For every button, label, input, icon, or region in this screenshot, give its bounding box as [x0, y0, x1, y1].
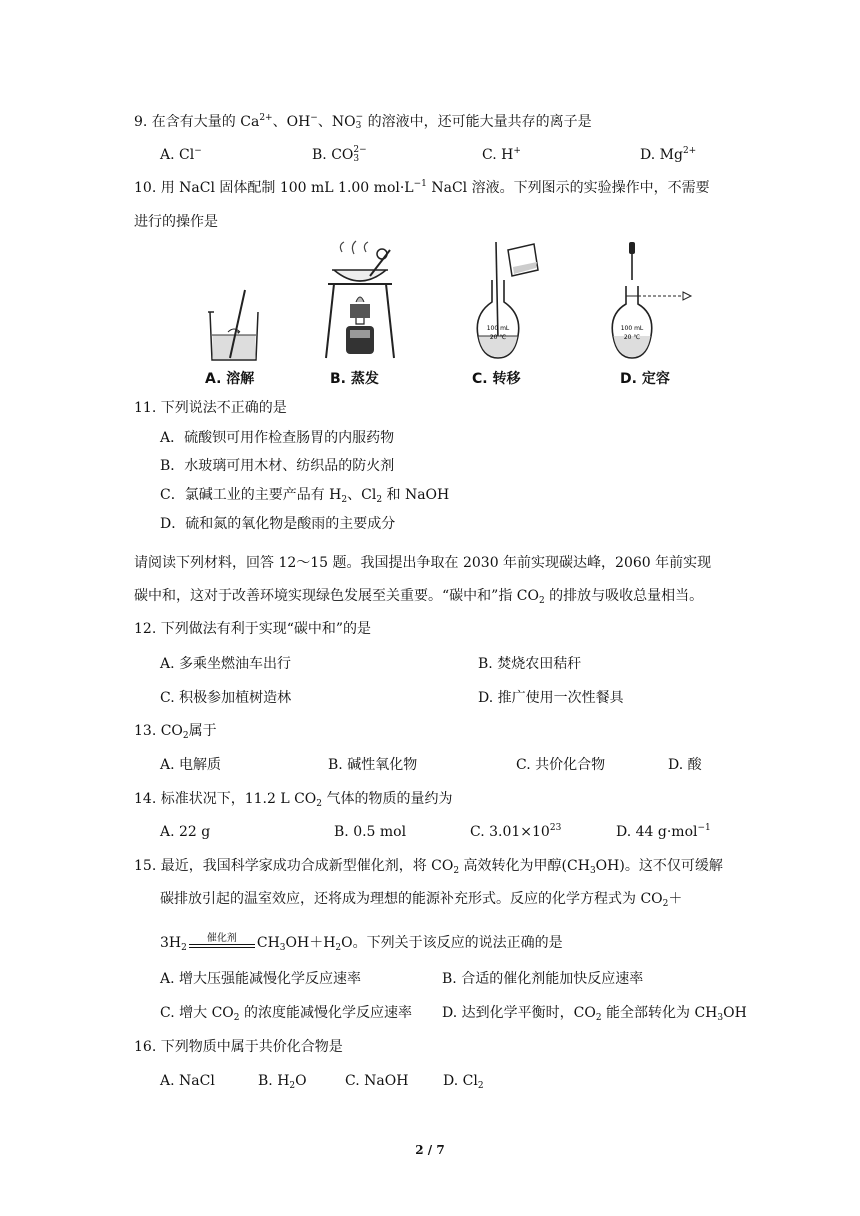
flask-c-mark: 100 mL	[486, 325, 510, 332]
beaker-stirring-icon	[200, 240, 270, 365]
q11-stem: 11. 下列说法不正确的是	[134, 400, 287, 416]
q13-option-b: B. 碱性氧化物	[328, 757, 418, 773]
flask-d-temp: 20 ℃	[623, 334, 641, 341]
q13-option-d: D. 酸	[668, 757, 702, 773]
figure-make-to-volume	[605, 240, 695, 365]
q14-option-d: D. 44 g·mol$^{-1}$	[616, 823, 711, 840]
q10-stem-line2: 进行的操作是	[134, 214, 218, 230]
q15-stem-line3: $3H_2$ 催化剂 $CH_3OH+H_2O$。下列关于该反应的说法正确的是	[160, 933, 563, 953]
q12-option-b: B. 焚烧农田秸秆	[478, 656, 582, 672]
q9-option-c: C. H+	[482, 146, 521, 163]
q15-option-d: D. 达到化学平衡时，$CO_2$ 能全部转化为 $CH_3OH$	[442, 1005, 747, 1023]
q11-option-a: A．硫酸钡可用作检查肠胃的内服药物	[160, 430, 395, 446]
figure-transfer	[468, 240, 548, 365]
reversible-arrow-icon	[187, 933, 257, 953]
q9-stem: 9. 在含有大量的 $Ca^{2+}$、OH−、NO − 3 的溶液中，还可能大量共存的离子是	[134, 112, 592, 131]
page-number: 2 / 7	[415, 1143, 445, 1157]
q11-option-c: C．氯碱工业的主要产品有 $H_2$、$Cl_2$ 和 NaOH	[160, 487, 450, 505]
q11-option-b: B．水玻璃可用木材、纺织品的防火剂	[160, 458, 395, 474]
q12-option-a: A. 多乘坐燃油车出行	[160, 656, 292, 672]
q12-option-c: C. 积极参加植树造林	[160, 690, 292, 706]
q9-option-b: B. CO 2− 3	[312, 145, 367, 164]
q13-option-a: A. 电解质	[160, 757, 222, 773]
figure-evaporate	[320, 240, 400, 365]
figure-caption-d: D. 定容	[620, 371, 670, 387]
q14-option-c: C. $3.01\times 10^{23}$	[470, 823, 562, 840]
q15-stem-line2: 碳排放引起的温室效应，还将成为理想的能源补充形式。反应的化学方程式为 $CO_2+$	[160, 891, 683, 909]
q16-option-c: C. NaOH	[345, 1073, 409, 1089]
passage-line1: 请阅读下列材料，回答 12～15 题。我国提出争取在 2030 年前实现碳达峰，2060 年前实现	[134, 555, 712, 571]
q9-option-a: A. Cl−	[160, 146, 202, 163]
figure-caption-c: C. 转移	[472, 371, 521, 387]
q14-option-b: B. 0.5 mol	[334, 824, 407, 840]
q15-option-b: B. 合适的催化剂能加快反应速率	[442, 971, 644, 987]
q12-option-d: D. 推广使用一次性餐具	[478, 690, 624, 706]
q16-option-b: B. $H_2O$	[258, 1073, 307, 1091]
q16-option-a: A. NaCl	[160, 1073, 215, 1089]
q12-stem: 12. 下列做法有利于实现“碳中和”的是	[134, 621, 372, 637]
figure-caption-a: A. 溶解	[205, 371, 255, 387]
q10-stem-line1: 10. 用 NaCl 固体配制 100 mL 1.00 $mol\cdot L^{-1}$ NaCl 溶液。下列图示的实验操作中，不需要	[134, 179, 710, 196]
figure-dissolve	[200, 240, 270, 365]
volumetric-flask-transfer-icon	[468, 240, 548, 365]
q9-option-d: D. $Mg^{2+}$	[640, 146, 697, 163]
q11-option-d: D．硫和氮的氧化物是酸雨的主要成分	[160, 516, 396, 532]
catalyst-label: 催化剂	[206, 933, 237, 944]
q13-option-c: C. 共价化合物	[516, 757, 606, 773]
q10-figures	[190, 240, 710, 390]
q13-stem: 13. $CO_2$属于	[134, 723, 217, 741]
flask-d-mark: 100 mL	[620, 325, 644, 332]
figure-caption-b: B. 蒸发	[330, 371, 379, 387]
q15-option-a: A. 增大压强能减慢化学反应速率	[160, 971, 362, 987]
passage-line2: 碳中和，这对于改善环境实现绿色发展至关重要。“碳中和”指 $CO_2$ 的排放与吸收总量相当。	[134, 588, 704, 606]
dropper-flask-icon	[605, 240, 695, 365]
flask-c-temp: 20 ℃	[489, 334, 507, 341]
q15-option-c: C. 增大 $CO_2$ 的浓度能减慢化学反应速率	[160, 1005, 412, 1023]
evaporating-dish-icon	[320, 240, 400, 365]
q16-option-d: D. $Cl_2$	[443, 1073, 484, 1091]
q14-option-a: A. 22 g	[160, 824, 211, 840]
q14-stem: 14. 标准状况下，11.2 L $CO_2$ 气体的物质的量约为	[134, 791, 453, 809]
q16-stem: 16. 下列物质中属于共价化合物是	[134, 1039, 343, 1055]
q15-stem-line1: 15. 最近，我国科学家成功合成新型催化剂，将 $CO_2$ 高效转化为甲醇$(CH_3OH)$。这不仅可缓解	[134, 858, 723, 876]
